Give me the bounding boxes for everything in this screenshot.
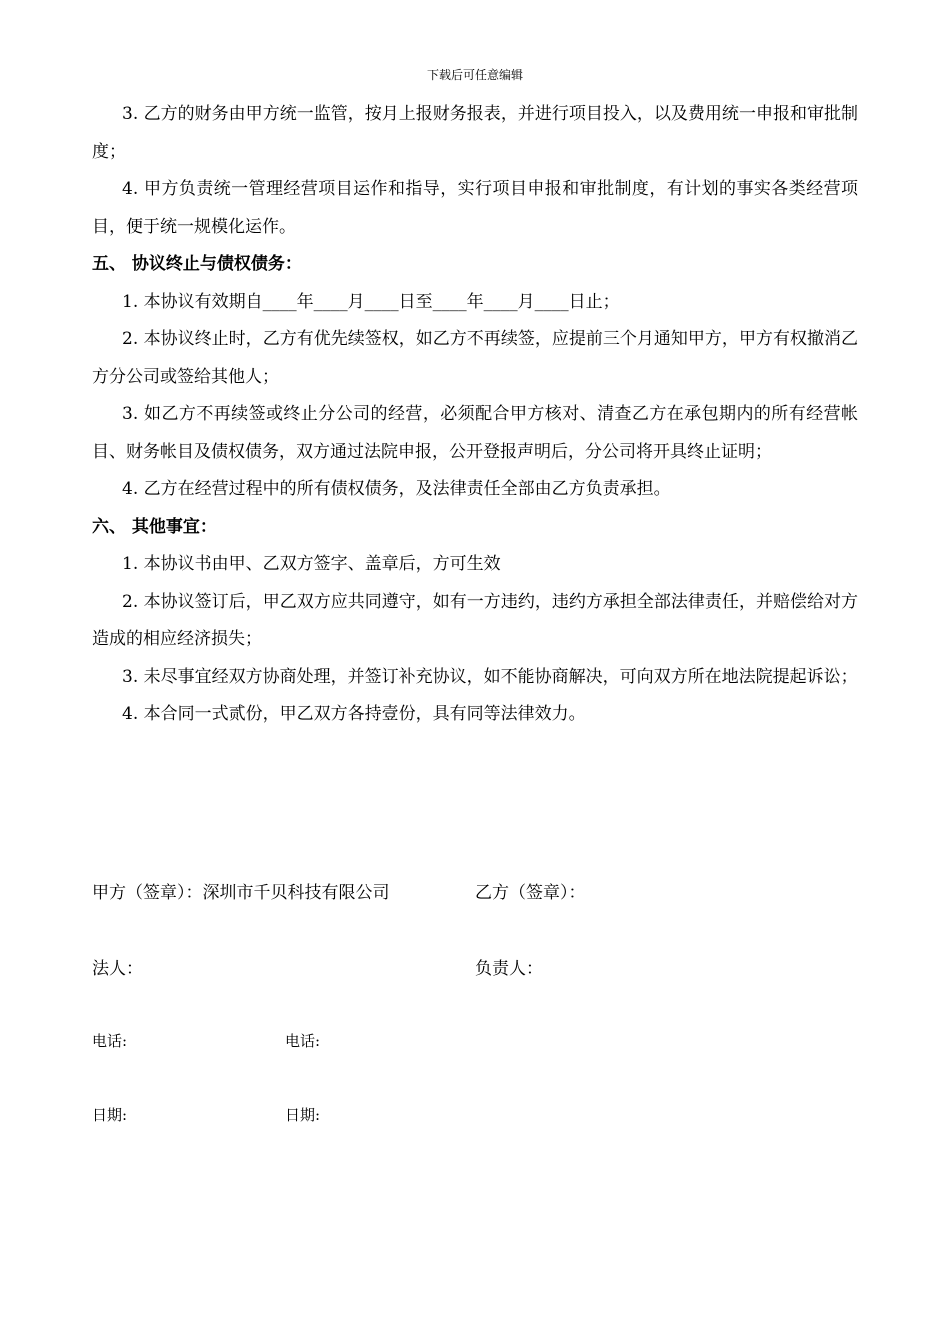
date-b-label: 日期: (285, 1106, 321, 1124)
paragraph-finance: 3. 乙方的财务由甲方统一监管，按月上报财务报表，并进行项目投入，以及费用统一申报和审批制度； (92, 104, 858, 162)
legal-person-label: 法人： (92, 959, 143, 979)
phone-a-label: 电话: (92, 1032, 128, 1050)
section6-item-4: 4. 本合同一式贰份，甲乙双方各持壹份，具有同等法律效力。 (122, 704, 586, 724)
section5-item-1: 1. 本协议有效期自____年____月____日至____年____月____日止； (122, 291, 620, 312)
section6-item-3: 3. 未尽事宜经双方协商处理，并签订补充协议，如不能协商解决，可向双方所在地法院提起诉讼； (122, 666, 858, 687)
section5-item-4: 4. 乙方在经营过程中的所有债权债务，及法律责任全部由乙方负责承担。 (122, 479, 671, 499)
section6-item-2: 2. 本协议签订后，甲乙双方应共同遵守，如有一方违约，违约方承担全部法律责任，并赔偿给对方造成的相应经济损失； (92, 591, 858, 649)
section6-title: 六、 其他事宜： (92, 516, 217, 537)
section5-title: 五、 协议终止与债权债务： (92, 254, 302, 274)
section5-item-3: 3. 如乙方不再续签或终止分公司的经营，必须配合甲方核对、清查乙方在承包期内的所有经营帐目、财务帐目及债权债务，双方通过法院申报，公开登报声明后，分公司将开具终止证明； (92, 404, 858, 462)
header-note: 下载后可任意编辑 (426, 68, 523, 82)
section5-item-2: 2. 本协议终止时，乙方有优先续签权，如乙方不再续签，应提前三个月通知甲方，甲方有权撤消乙方分公司或签给其他人； (92, 329, 858, 387)
section6-item-1: 1. 本协议书由甲、乙双方签字、盖章后，方可生效 (122, 554, 501, 574)
date-a-label: 日期: (92, 1106, 128, 1124)
document-body (92, 96, 858, 734)
party-a-signature: 甲方（签章）：深圳市千贝科技有限公司 (92, 883, 390, 903)
party-b-signature: 乙方（签章）： (475, 883, 586, 903)
phone-b-label: 电话: (285, 1032, 321, 1050)
responsible-person-label: 负责人： (475, 959, 543, 979)
paragraph-management: 4. 甲方负责统一管理经营项目运作和指导，实行项目申报和审批制度，有计划的事实各类经营项目，便于统一规模化运作。 (92, 179, 858, 237)
